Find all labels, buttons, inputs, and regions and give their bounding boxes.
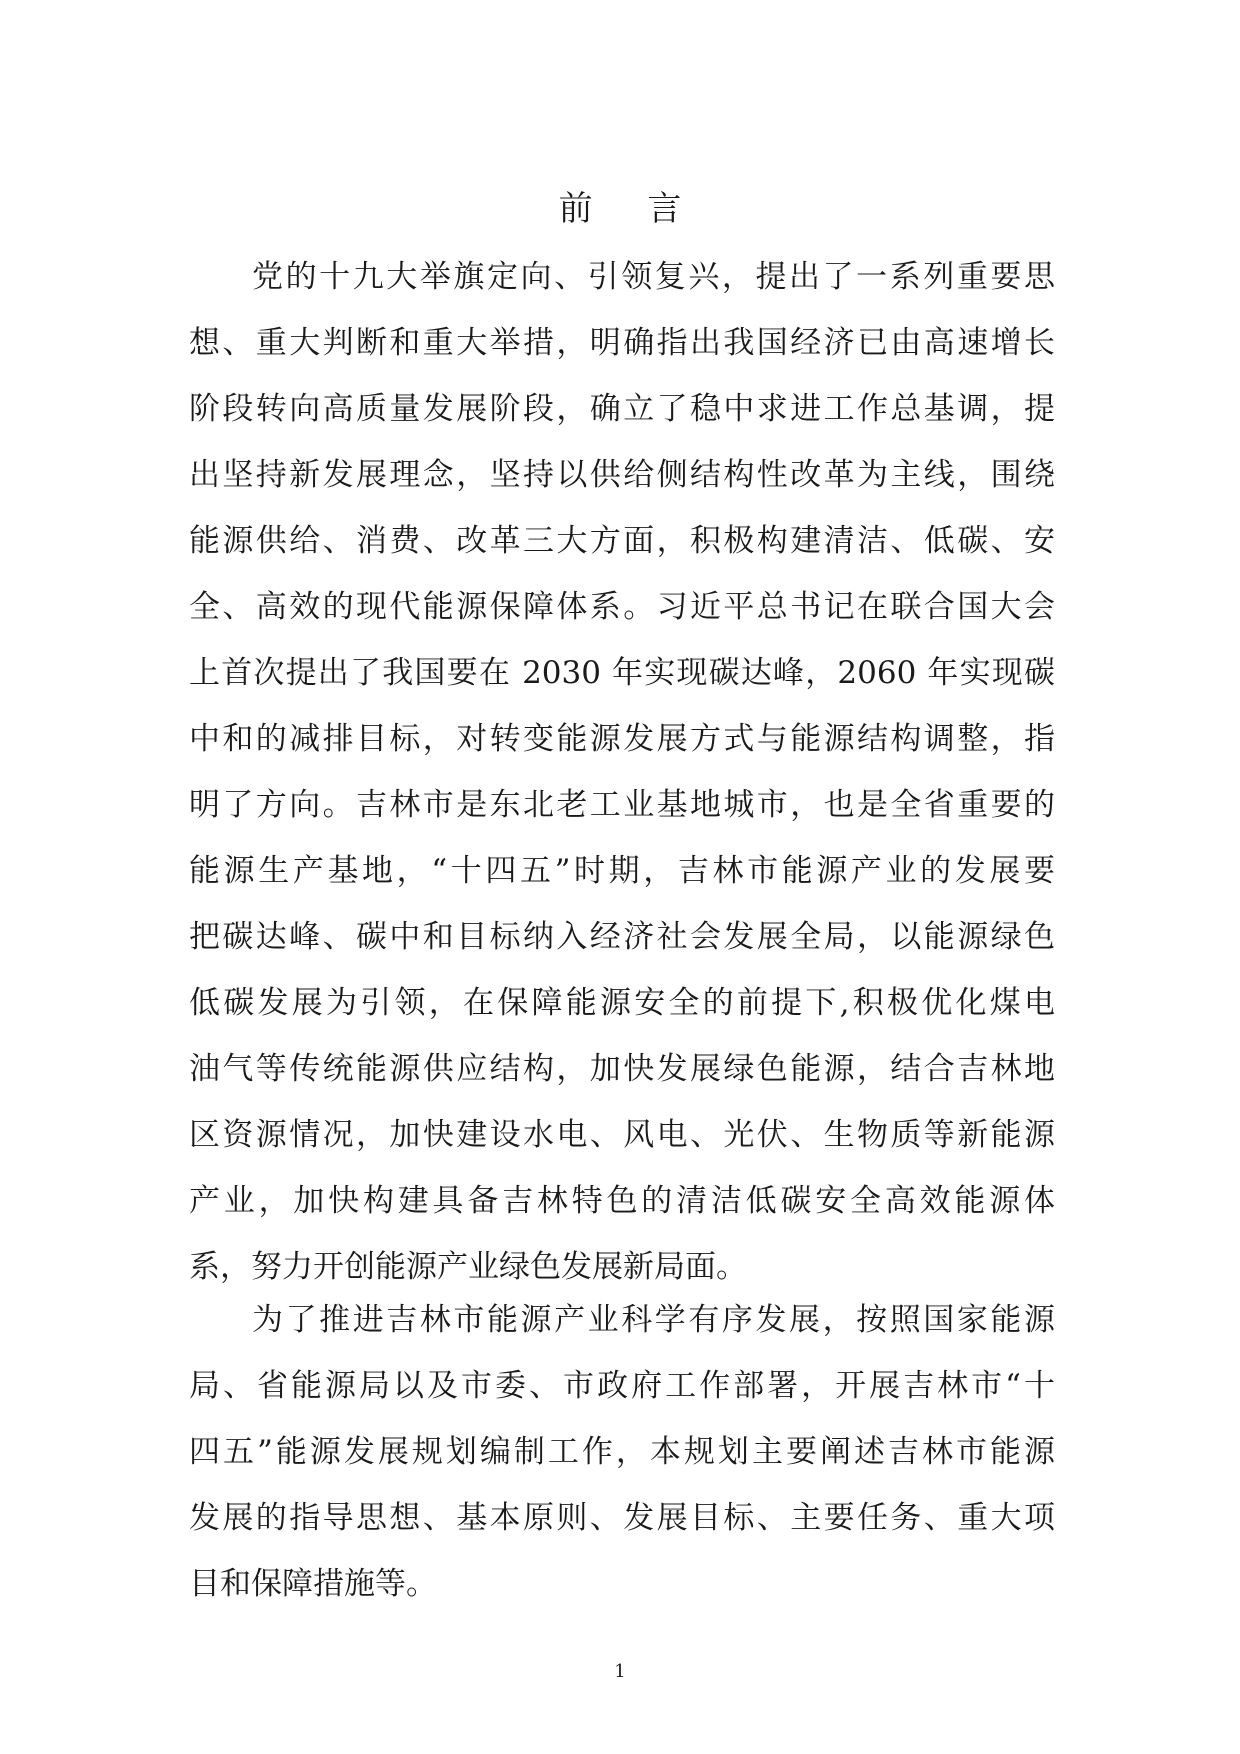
text-line: 能源供给、消费、改革三大方面，积极构建清洁、低碳、安: [189, 523, 1055, 559]
text-line: 系，努力开创能源产业绿色发展新局面。: [189, 1249, 747, 1285]
text-line: 中和的减排目标，对转变能源发展方式与能源结构调整，指: [189, 721, 1055, 757]
text-line: 局、省能源局以及市委、市政府工作部署，开展吉林市“十: [189, 1368, 1055, 1404]
text-line: 全、高效的现代能源保障体系。习近平总书记在联合国大会: [189, 589, 1055, 625]
preface-paragraph-1: [189, 244, 1055, 1300]
text-line: 党的十九大举旗定向、引领复兴，提出了一系列重要思: [252, 259, 1055, 295]
text-line: 明了方向。吉林市是东北老工业基地城市，也是全省重要的: [189, 787, 1055, 823]
preface-paragraph-2: [189, 1287, 1055, 1617]
text-line: 出坚持新发展理念，坚持以供给侧结构性改革为主线，围绕: [189, 457, 1055, 493]
text-line: 上首次提出了我国要在 2030 年实现碳达峰，2060 年实现碳: [189, 655, 1055, 691]
text-line: 四五”能源发展规划编制工作，本规划主要阐述吉林市能源: [189, 1434, 1055, 1470]
text-line: 能源生产基地，“十四五”时期，吉林市能源产业的发展要: [189, 853, 1055, 889]
text-line: 把碳达峰、碳中和目标纳入经济社会发展全局，以能源绿色: [189, 919, 1055, 955]
text-line: 低碳发展为引领，在保障能源安全的前提下,积极优化煤电: [189, 985, 1055, 1021]
page-number: 1: [614, 1661, 626, 1682]
page-title: 前 言: [558, 189, 704, 229]
text-line: 发展的指导思想、基本原则、发展目标、主要任务、重大项: [189, 1500, 1055, 1536]
text-line: 区资源情况，加快建设水电、风电、光伏、生物质等新能源: [189, 1117, 1055, 1153]
text-line: 油气等传统能源供应结构，加快发展绿色能源，结合吉林地: [189, 1051, 1055, 1087]
text-line: 想、重大判断和重大举措，明确指出我国经济已由高速增长: [189, 325, 1055, 361]
text-line: 为了推进吉林市能源产业科学有序发展，按照国家能源: [252, 1302, 1055, 1338]
text-line: 阶段转向高质量发展阶段，确立了稳中求进工作总基调，提: [189, 391, 1055, 427]
text-line: 产业，加快构建具备吉林特色的清洁低碳安全高效能源体: [189, 1183, 1055, 1219]
text-line: 目和保障措施等。: [189, 1566, 437, 1602]
